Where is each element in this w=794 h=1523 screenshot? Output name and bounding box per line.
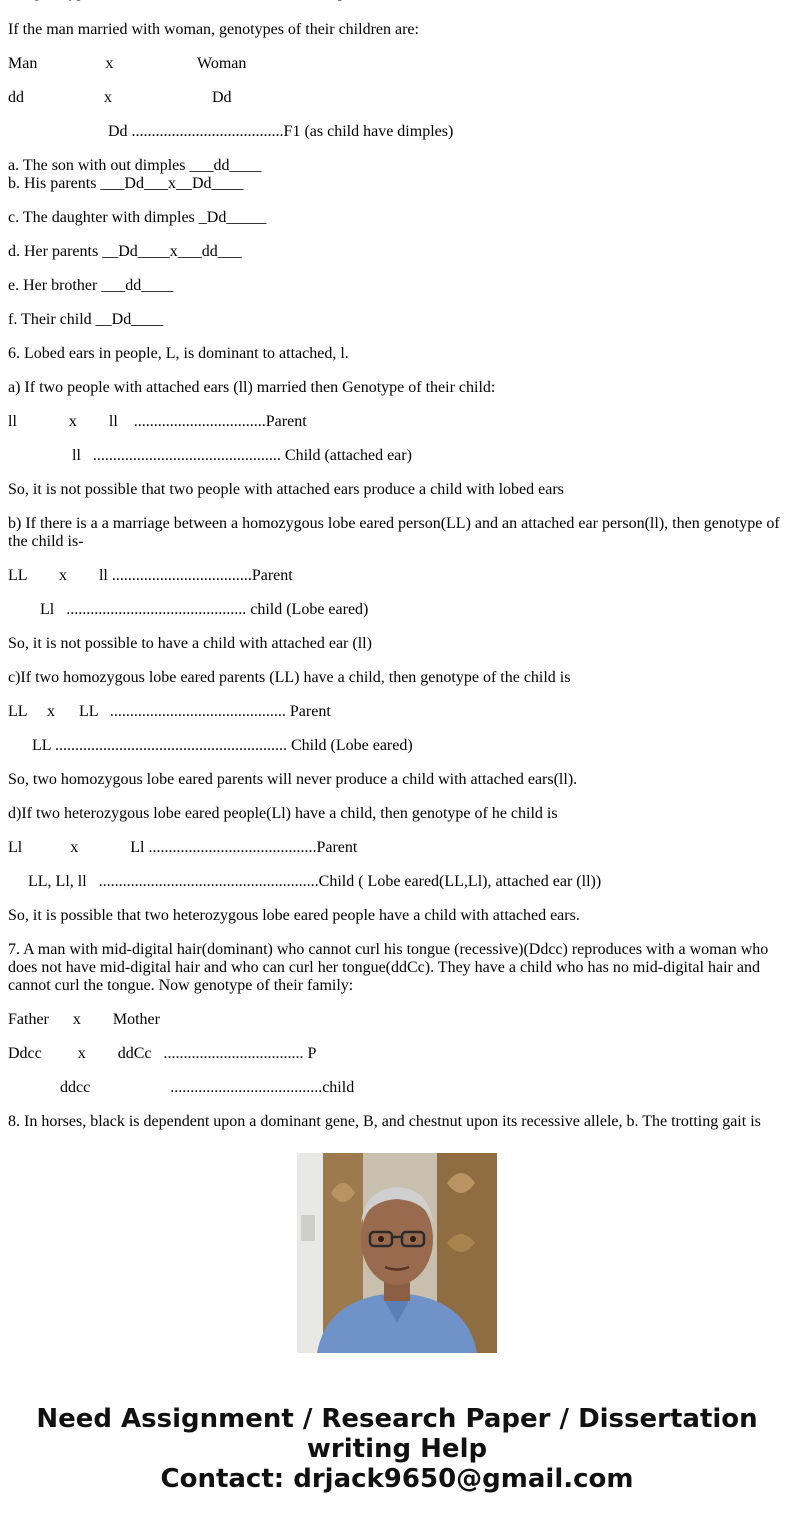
text-line: c)If two homozygous lobe eared parents (LL) have a child, then genotype of the child is	[8, 669, 571, 686]
text-line: Father x Mother	[8, 1011, 160, 1028]
text-line: If the man married with woman, genotypes of their children are:	[8, 21, 419, 38]
text-line: ll ............................................... Child (attached ear)	[8, 447, 412, 464]
cta-heading-line-1: Need Assignment / Research Paper / Dissertation	[36, 1404, 758, 1434]
text-line: Man x Woman	[8, 55, 247, 72]
cta-heading-line-2: writing Help	[306, 1434, 488, 1464]
text-line: 8. In horses, black is dependent upon a dominant gene, B, and chestnut upon its recessive allele, b. The trotting gait is	[8, 1113, 761, 1130]
author-avatar	[297, 1153, 497, 1353]
text-line: a) If two people with attached ears (ll) married then Genotype of their child:	[8, 379, 496, 396]
text-line: d)If two heterozygous lobe eared people(Ll) have a child, then genotype of he child is	[8, 805, 558, 822]
text-line: Ddcc x ddCc ................................... P	[8, 1045, 317, 1062]
text-line: ddcc ......................................child	[8, 1079, 355, 1096]
text-line: So, it is possible that two heterozygous lobe eared people have a child with attached ears.	[8, 907, 580, 924]
text-line: 6. Lobed ears in people, L, is dominant to attached, l.	[8, 345, 349, 362]
cta-contact-email[interactable]: Contact: drjack9650@gmail.com	[160, 1464, 634, 1494]
text-line: Ll ............................................. child (Lobe eared)	[8, 601, 369, 618]
text-line: e. Her brother ___dd____	[8, 277, 174, 294]
text-line: d. Her parents __Dd____x___dd___	[8, 243, 242, 260]
text-line: Dd ......................................F1 (as child have dimples)	[8, 123, 454, 140]
text-line: f. Their child __Dd____	[8, 311, 164, 328]
text-line: LL .......................................................... Child (Lobe eared)	[8, 737, 413, 754]
text-line: b. His parents ___Dd___x__Dd____	[8, 175, 244, 192]
author-portrait	[297, 1153, 497, 1353]
text-line: So, two homozygous lobe eared parents will never produce a child with attached ears(ll).	[8, 771, 578, 788]
text-line: Ll x Ll ..........................................Parent	[8, 839, 358, 856]
text-line: So, it is not possible that two people with attached ears produce a child with lobed ears	[8, 481, 564, 498]
text-line: c. The daughter with dimples _Dd_____	[8, 209, 267, 226]
text-line: a. The son with out dimples ___dd____	[8, 157, 262, 174]
text-line: LL x ll ...................................Parent	[8, 567, 293, 584]
text-line	[8, 0, 367, 2]
text-paragraph: b) If there is a a marriage between a homozygous lobe eared person(LL) and an attached ear person(ll), then genotype of the child is-	[8, 515, 780, 550]
text-line: dd x Dd	[8, 89, 232, 106]
text-paragraph: 7. A man with mid-digital hair(dominant) who cannot curl his tongue (recessive)(Ddcc) reproduces with a woman who does not have mid-digital hair and who can curl her tongue(ddCc). They have a child who has no mid-digital hair and cannot curl the tongue. Now genotype of their family:	[8, 941, 769, 994]
text-line: LL, Ll, ll .......................................................Child ( Lobe eared(LL,Ll), attached ear (ll))	[8, 873, 602, 890]
text-line: ll x ll .................................Parent	[8, 413, 307, 430]
text-line: LL x LL ............................................ Parent	[8, 703, 331, 720]
text-line: So, it is not possible to have a child with attached ear (ll)	[8, 635, 372, 652]
